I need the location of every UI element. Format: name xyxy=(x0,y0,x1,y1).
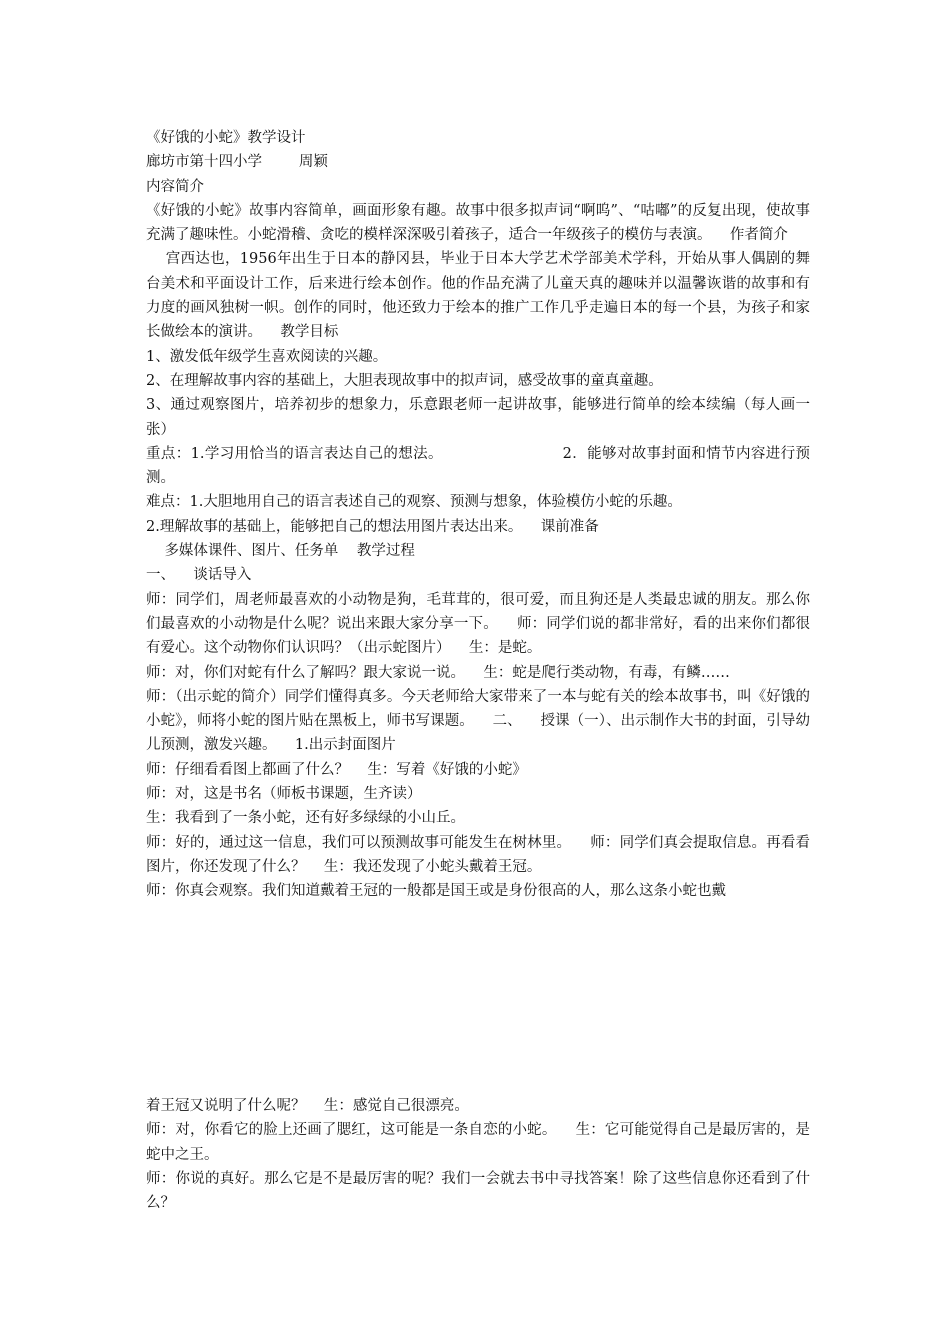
dialogue-line: 师：对，你看它的脸上还画了腮红，这可能是一条自恋的小蛇。 生：它可能觉得自己是最厉害的，是蛇中之王。 xyxy=(146,1122,810,1163)
dialogue-line: 师：同学们，周老师最喜欢的小动物是狗，毛茸茸的，很可爱，而且狗还是人类最忠诚的朋友。那么你们最喜欢的小动物是什么呢？说出来跟大家分享一下。 师：同学们说的都非常好，看的出来你们都很有爱心。这个动物你们认识吗？（出示蛇图片） 生：是蛇。 xyxy=(146,591,810,657)
dialogue-line: 师：对，这是书名（师板书课题，生齐读） xyxy=(146,786,422,803)
goal-item: 3、通过观察图片，培养初步的想象力，乐意跟老师一起讲故事，能够进行简单的绘本续编（每人画一张） xyxy=(146,397,810,438)
dialogue-line: 师：仔细看看图上都画了什么？ 生：写着《好饿的小蛇》 xyxy=(146,761,527,778)
paragraph: 2.理解故事的基础上，能够把自己的想法用图片表达出来。 课前准备 xyxy=(146,518,599,535)
key-points: 重点：1.学习用恰当的语言表达自己的想法。 2．能够对故事封面和情节内容进行预测。 xyxy=(146,445,810,487)
goal-item: 2、在理解故事内容的基础上，大胆表现故事中的拟声词，感受故事的童真童趣。 xyxy=(146,372,663,389)
goal-item: 1、激发低年级学生喜欢阅读的兴趣。 xyxy=(146,348,388,365)
dialogue-line: 师：（出示蛇的简介）同学们懂得真多。今天老师给大家带来了一本与蛇有关的绘本故事书，叫《好饿的小蛇》，师将小蛇的图片贴在黑板上，师书写课题。 二、 授课（一）、出示制作大书的封面，引导幼儿预测，激发兴趣。 1.出示封面图片 xyxy=(146,688,810,754)
text-block-top xyxy=(146,126,810,904)
author-line: 廊坊市第十四小学 周颖 xyxy=(146,154,328,171)
difficult-points: 难点：1.大胆地用自己的语言表述自己的观察、预测与想象，体验模仿小蛇的乐趣。 xyxy=(146,494,682,511)
text-block-bottom xyxy=(146,1094,810,1215)
dialogue-line: 师：好的，通过这一信息，我们可以预测故事可能发生在树林里。 师：同学们真会提取信息。再看看图片，你还发现了什么？ 生：我还发现了小蛇头戴着王冠。 xyxy=(146,834,810,875)
dialogue-line: 师：你说的真好。那么它是不是最厉害的呢？我们一会就去书中寻找答案！除了这些信息你还看到了什么？ xyxy=(146,1170,810,1212)
dialogue-line: 师：你真会观察。我们知道戴着王冠的一般都是国王或是身份很高的人，那么这条小蛇也戴 xyxy=(146,883,726,900)
paragraph: 多媒体课件、图片、任务单 教学过程 xyxy=(146,543,415,560)
section-heading: 一、 谈话导入 xyxy=(146,567,252,584)
dialogue-line: 师：对，你们对蛇有什么了解吗？跟大家说一说。 生：蛇是爬行类动物，有毒，有鳞…… xyxy=(146,664,730,681)
dialogue-line: 着王冠又说明了什么呢？ 生：感觉自己很漂亮。 xyxy=(146,1098,469,1114)
paragraph: 《好饿的小蛇》故事内容简单，画面形象有趣。故事中很多拟声词“啊呜”、“咕嘟”的反复出现，使故事充满了趣味性。小蛇滑稽、贪吃的模样深深吸引着孩子，适合一年级孩子的模仿与表演。 作者简介 xyxy=(146,202,810,244)
paragraph: 宫西达也，1956年出生于日本的静冈县，毕业于日本大学艺术学部美术学科，开始从事人偶剧的舞台美术和平面设计工作，后来进行绘本创作。他的作品充满了儿童天真的趣味并以温馨诙谐的故事和有力度的画风独树一帜。创作的同时，他还致力于绘本的推广工作几乎走遍日本的每一个县，为孩子和家长做绘本的演讲。 教学目标 xyxy=(146,251,810,341)
dialogue-line: 生：我看到了一条小蛇，还有好多绿绿的小山丘。 xyxy=(146,810,465,827)
section-heading: 内容简介 xyxy=(146,178,204,195)
doc-title: 《好饿的小蛇》教学设计 xyxy=(146,130,306,146)
